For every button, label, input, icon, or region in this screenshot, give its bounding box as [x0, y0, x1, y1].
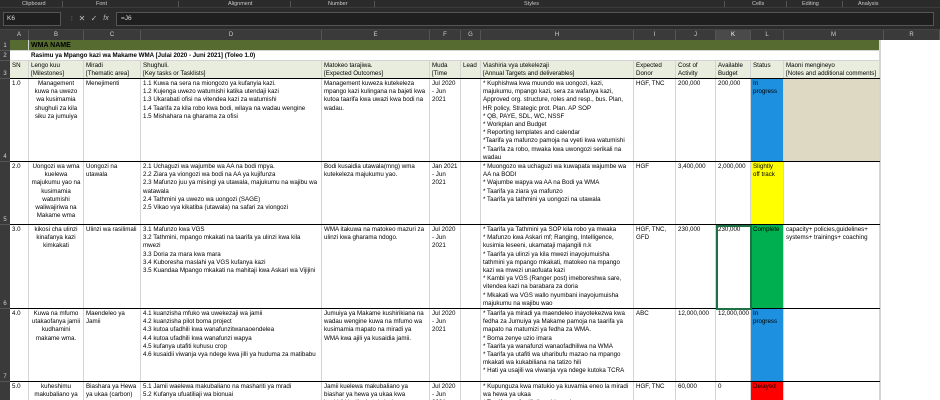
cell-maoni[interactable]: capacity+ policies,guidelines+ systems+ trainings+ coaching — [784, 225, 880, 309]
header-maoni-sub: [Notes and additional comments] — [786, 70, 877, 78]
cell-muda[interactable]: Jul 2020 - Jun 2021 — [430, 309, 461, 382]
cell-budget[interactable]: 2,000,000 — [716, 162, 751, 225]
column-header-h[interactable]: H — [481, 30, 634, 40]
cell-viashiria[interactable]: * Muongozo wa uchaguzi wa kuwapata wajumbe wa AA na BODI * Wajumbe wapya wa AA na Bodi ya WMA * Taarifa ya ziara ya mafunzo * Taarifa ya tathmini ya uongozi na utawala — [481, 162, 634, 225]
cell-donor[interactable]: HGF — [634, 162, 676, 225]
row-header-7[interactable]: 7 — [0, 309, 10, 382]
cell-lengo[interactable]: kikosi cha ulinzi kinafanya kazi kimkakati — [29, 225, 84, 309]
cell-viashiria[interactable]: * Kupunguza kwa matukio ya kuvamia eneo la miradi wa hewa ya ukaa — [481, 382, 634, 400]
name-box[interactable]: K6 — [3, 12, 61, 26]
header-sn-label: SN — [12, 62, 21, 69]
header-cost-sub: Activity — [678, 70, 698, 78]
row-header-8[interactable] — [0, 382, 10, 400]
header-miradi-sub: [Thematic area] — [86, 70, 129, 78]
sheet-empty-area — [880, 40, 940, 400]
cell-status[interactable]: Delayed — [751, 382, 784, 400]
cell-cost[interactable]: 60,000 — [676, 382, 716, 400]
ribbon-group-alignment[interactable]: Alignment — [228, 1, 253, 7]
column-header-k[interactable]: K — [716, 30, 751, 40]
row-header-2[interactable]: 2 — [0, 51, 10, 61]
ribbon-group-editing[interactable]: Editing — [802, 1, 819, 7]
header-lengo-sub: [Milestones] — [31, 70, 65, 78]
cell-muda[interactable]: Jul 2020 - Jun 2021 — [430, 225, 461, 309]
cell-muda[interactable]: Jul 2020 - Jun 2021 — [430, 79, 461, 162]
cell-lead[interactable] — [461, 79, 481, 162]
cell-shughuli[interactable]: 4.1 kuanzisha mfuko wa uwekezaji wa jamii 4.2 kuanzisha pilot boma project 4.3 kutoa ufadhili kwa wanafunzitwanaoendelea 4.4 kutoa ufadhili kwa wanafunzi wapya 4.5 kufanya utafiti kuhusu crop 4.6 kusaidii viwanja vya ndege kwa jilli ya huduma za matibabu — [141, 309, 322, 382]
cell-miradi[interactable]: Biashara ya Hewa ya ukaa (carbon) — [84, 382, 141, 400]
sheet-body — [10, 40, 940, 400]
header-cost[interactable] — [676, 61, 716, 79]
header-cost-label: Cost of — [678, 62, 698, 69]
column-header-bar — [0, 30, 940, 40]
header-lead-label: Lead — [463, 62, 477, 69]
cell-cost[interactable]: 230,000 — [676, 225, 716, 309]
cell-viashiria[interactable]: * Kuphishwa kwa muundo wa uongozi, kazi, majukumu, mpango kazi, sera za wafanya kazi, Approved org. structure, roles and resp., bus. Plan, HR policy, Strategic prot. Plan. AP SOP * QB, PAYE, SDL, WC, NSSF * Workplan and Budget * Reporting templates and calendar *Taarifa ya mafunzo pamoja na vyeti kwa watumishi * Taarifa za robo, mwaka kwa uwongozi serikali na wadau — [481, 79, 634, 162]
cell-sn[interactable]: 4.0 — [10, 309, 29, 382]
cell-lengo[interactable]: kuheshimu makubaliano ya — [29, 382, 84, 400]
cell-matokeo[interactable]: Jumuiya ya Makame kushirikiana na wadau wengine kuwa na mfumo wa kusimamia mapato na miradi ya WMA kwa ajili ya kusaidia jamii. — [322, 309, 430, 382]
cell-sn[interactable]: 1.0 — [10, 79, 29, 162]
cell-miradi[interactable]: Ulinzi wa rasilimali — [84, 225, 141, 309]
cell-status[interactable]: In progress — [751, 309, 784, 382]
header-viashiria-sub: [Annual Targets and deliverables] — [483, 70, 575, 78]
row-header-3[interactable]: 3 — [0, 61, 10, 79]
header-matokeo-sub: [Expected Outcomes] — [324, 70, 384, 78]
worksheet-grid — [0, 30, 940, 400]
header-status-label: Status — [753, 62, 771, 69]
ribbon-group-styles[interactable]: Styles — [524, 1, 539, 7]
cell-cost[interactable]: 200,000 — [676, 79, 716, 162]
column-header-b[interactable]: B — [29, 30, 84, 40]
cell-budget[interactable]: 0 — [716, 382, 751, 400]
cell-lengo[interactable]: Uongozi wa wma kuelewa majukumu yao na kusimamia watumishi waliwajiriwa na Makame wma — [29, 162, 84, 225]
header-shughuli-label: Shughuli. — [143, 62, 169, 69]
header-viashiria[interactable] — [481, 61, 634, 79]
row-header-5[interactable]: 5 — [0, 162, 10, 225]
cell-miradi[interactable]: Menejimenti — [84, 79, 141, 162]
cell-sn[interactable]: 3.0 — [10, 225, 29, 309]
cell-status[interactable]: Complete — [751, 225, 784, 309]
cell-lengo[interactable]: Kuwa na mfumo utakaofanya jamii kudhamini makame wma. — [29, 309, 84, 382]
column-header-a[interactable]: A — [10, 30, 29, 40]
column-header-m[interactable]: M — [784, 30, 884, 40]
cell-donor[interactable]: ABC — [634, 309, 676, 382]
header-donor-sub: Donor — [636, 70, 653, 78]
row-divider — [10, 78, 890, 79]
cell-status[interactable]: Slightly off track — [751, 162, 784, 225]
cell-muda[interactable]: Jul 2020 - Jun — [430, 382, 461, 400]
column-header-d[interactable]: D — [141, 30, 322, 40]
cell-maoni[interactable] — [784, 309, 880, 382]
row-header-4[interactable]: 4 — [0, 79, 10, 162]
cell-miradi[interactable]: Maendeleo ya Jamii — [84, 309, 141, 382]
row-divider — [10, 224, 890, 225]
cell-donor[interactable]: HGF, TNC — [634, 79, 676, 162]
cancel-icon[interactable]: ✕ — [78, 14, 86, 23]
cell-maoni[interactable] — [784, 162, 880, 225]
row-divider — [10, 161, 890, 162]
header-donor[interactable] — [634, 61, 676, 79]
cell-viashiria[interactable]: * Taarifa ya Tathmini ya SOP kila robo ya mwaka * Mafunzo kwa Askari mf; Ranging, Intelligence, kusimia leseeni, ukamataji majangili n.k * Taarifa ya ulinzi ya kila mwezi inayojumuisha tathmini ya mpango mkakati, matokeo na mpango kazi wa mwezi unaofuata kazi * Kambi ya VGS (Ranger post) imeboreshwa sare, vitendea kazi na barabara za doria * Mkakati wa VGS wallo nyumbani inayojumuisha majukumu na wajibu wao — [481, 225, 634, 309]
cell-cost[interactable]: 3,400,000 — [676, 162, 716, 225]
column-header-c[interactable]: C — [84, 30, 141, 40]
ribbon-group-bar — [0, 0, 940, 8]
header-muda-label: Muda — [432, 62, 448, 69]
cell-a1[interactable] — [10, 40, 29, 51]
ribbon-group-number[interactable]: Number — [328, 1, 348, 7]
formula-bar — [0, 8, 940, 30]
row-divider — [10, 308, 890, 309]
cell-matokeo[interactable]: WMA itakuwa na matokeo mazuri za ulinzi kwa gharama ndogo. — [322, 225, 430, 309]
cell-shughuli[interactable]: 2.1 Uchaguzi wa wajumbe wa AA na bodi mpya. 2.2 Ziara ya viongozi wa bodi na AA ya kujifunza 2.3 Mafunzo juu ya misingi ya utawala, majukumu na wajibu wa watawala 2.4 Tathmini ya uwezo wa uongozi (SAGE) 2.5 Vikao vya kikatiba (utawala) na safari za viongozi — [141, 162, 322, 225]
header-shughuli[interactable] — [141, 61, 322, 79]
cell-budget[interactable]: 200,000 — [716, 79, 751, 162]
cell-lead[interactable] — [461, 225, 481, 309]
cell-sn[interactable]: 2.0 — [10, 162, 29, 225]
cell-sn[interactable]: 5.0 — [10, 382, 29, 400]
column-header-f[interactable]: F — [430, 30, 461, 40]
cell-matokeo[interactable]: Management kuweza kutekeleza mpango kazi kulingana na bajeti kwa kutoa taarifa kwa uwazi kwa bodi na wadau. — [322, 79, 430, 162]
cell-shughuli[interactable]: 1.1 Kuwa na sera na miongozo ya kufanyia kazi. 1.2 Kujenga uwezo watumishi katika utendaji kazi 1.3 Ukarabati ofisi na vitendea kazi za watumishi 1.4 Taarifa za kila robo kwa bodi, wilaya na wadau wengine 1.5 Mishahara na gharama za ofisi — [141, 79, 322, 162]
cell-maoni[interactable] — [784, 382, 880, 400]
column-header-r[interactable]: R — [884, 30, 940, 40]
header-lead[interactable] — [461, 61, 481, 79]
cell-matokeo[interactable]: Jamii kuelewa makubaliano ya biashar ya hewa ya ukaa kwa — [322, 382, 430, 400]
row-header-6[interactable]: 6 — [0, 225, 10, 309]
cell-miradi[interactable]: Uongozi na utawala — [84, 162, 141, 225]
cell-budget[interactable]: 12,000,000 — [716, 309, 751, 382]
cell-shughuli[interactable]: 5.1 Jamii waelewa makubaliano na mashariti ya mradi 5.2 Kufanya ufuatiliaji wa bionuai — [141, 382, 322, 400]
header-maoni[interactable] — [784, 61, 880, 79]
cell-donor[interactable]: HGF, TNC, GFD — [634, 225, 676, 309]
function-icon[interactable]: fx — [103, 15, 109, 22]
column-header-j[interactable]: J — [676, 30, 716, 40]
header-sn[interactable] — [10, 61, 29, 79]
cell-maoni[interactable] — [784, 79, 880, 162]
column-header-g[interactable]: G — [461, 30, 481, 40]
header-matokeo-label: Matokeo tarajiwa. — [324, 62, 373, 69]
header-budget-label: Available — [718, 62, 743, 69]
header-donor-label: Expected — [636, 62, 662, 69]
header-viashiria-label: Viashiria vya utekelezaji — [483, 62, 549, 69]
header-lengo[interactable] — [29, 61, 84, 79]
sheet-subtitle[interactable]: Rasimu ya Mpango kazi wa Makame WMA [Julai 2020 - Juni 2021] (Toleo 1.0) — [10, 51, 880, 61]
header-status[interactable] — [751, 61, 784, 79]
cell-muda[interactable]: Jan 2021 - Jun 2021 — [430, 162, 461, 225]
cell-lead[interactable] — [461, 382, 481, 400]
sheet-title[interactable]: WMA NAME — [29, 40, 880, 51]
cell-viashiria[interactable]: * Taarifa ya miradi ya maendeleo inayotekezwa kwa fedha za Jumuiya ya Makame pamoja na taarifa ya mapato na matumizi ya fedha za WMA. * Boma zenye uzio imara * Taarifa ya wanafunzi wanaofadhiliwa na WMA * Taarifa ya utafiti wa uharibufu mazao na mpango mkakati wa kukabiliana na tatizo hili * Hati ya usajili wa viwanja vya ndege kutoka TCRA — [481, 309, 634, 382]
column-header-e[interactable]: E — [322, 30, 430, 40]
header-budget-sub: Budget — [718, 70, 738, 78]
header-miradi-label: Miradi — [86, 62, 103, 69]
ribbon-group-cells[interactable]: Cells — [752, 1, 765, 7]
enter-icon[interactable]: ✓ — [90, 14, 98, 23]
header-muda-sub: [Time — [432, 70, 448, 78]
header-maoni-label: Maoni mengineyo — [786, 62, 835, 69]
more-icon[interactable]: ⋮ — [69, 16, 75, 22]
cell-lead[interactable] — [461, 162, 481, 225]
cell-lengo[interactable]: Management kuwa na uwezo wa kusimamia shughuli za kila siku za jumuiya — [29, 79, 84, 162]
cell-lead[interactable] — [461, 309, 481, 382]
ribbon-group-analysis[interactable]: Analysis — [858, 1, 879, 7]
header-lengo-label: Lengo kuu — [31, 62, 60, 69]
header-muda[interactable] — [430, 61, 461, 79]
cell-budget[interactable]: 230,000 — [716, 225, 751, 309]
row-divider — [10, 381, 890, 382]
row-header-1[interactable]: 1 — [0, 40, 10, 51]
header-budget[interactable] — [716, 61, 751, 79]
column-header-i[interactable]: I — [634, 30, 676, 40]
cell-status[interactable]: In progress — [751, 79, 784, 162]
row-header-bar — [0, 40, 10, 400]
cell-cost[interactable]: 12,000,000 — [676, 309, 716, 382]
cell-donor[interactable]: HGF, TNC — [634, 382, 676, 400]
header-shughuli-sub: [Key tasks or Tasklists] — [143, 70, 206, 78]
ribbon-group-font[interactable]: Font — [96, 1, 108, 7]
header-matokeo[interactable] — [322, 61, 430, 79]
ribbon-group-clipboard[interactable]: Clipboard — [22, 1, 46, 7]
cell-shughuli[interactable]: 3.1 Mafunzo kwa VGS 3.2 Tathmini, mpango mkakati na taarifa ya ulinzi kwa kila mwezi 3.3 Doria za mara kwa mara 3.4 Kuboresha maslahi ya VGS kufanya kazi 3.5 Kuandaa Mpango mkakati na mahitaji kwa Askari wa Vijijini — [141, 225, 322, 309]
column-header-l[interactable]: L — [751, 30, 784, 40]
cell-matokeo[interactable]: Bodi kusaidia utawala(mng) wma kutekeleza majukumu yao. — [322, 162, 430, 225]
header-miradi[interactable] — [84, 61, 141, 79]
formula-input[interactable]: =J6 — [116, 12, 934, 26]
